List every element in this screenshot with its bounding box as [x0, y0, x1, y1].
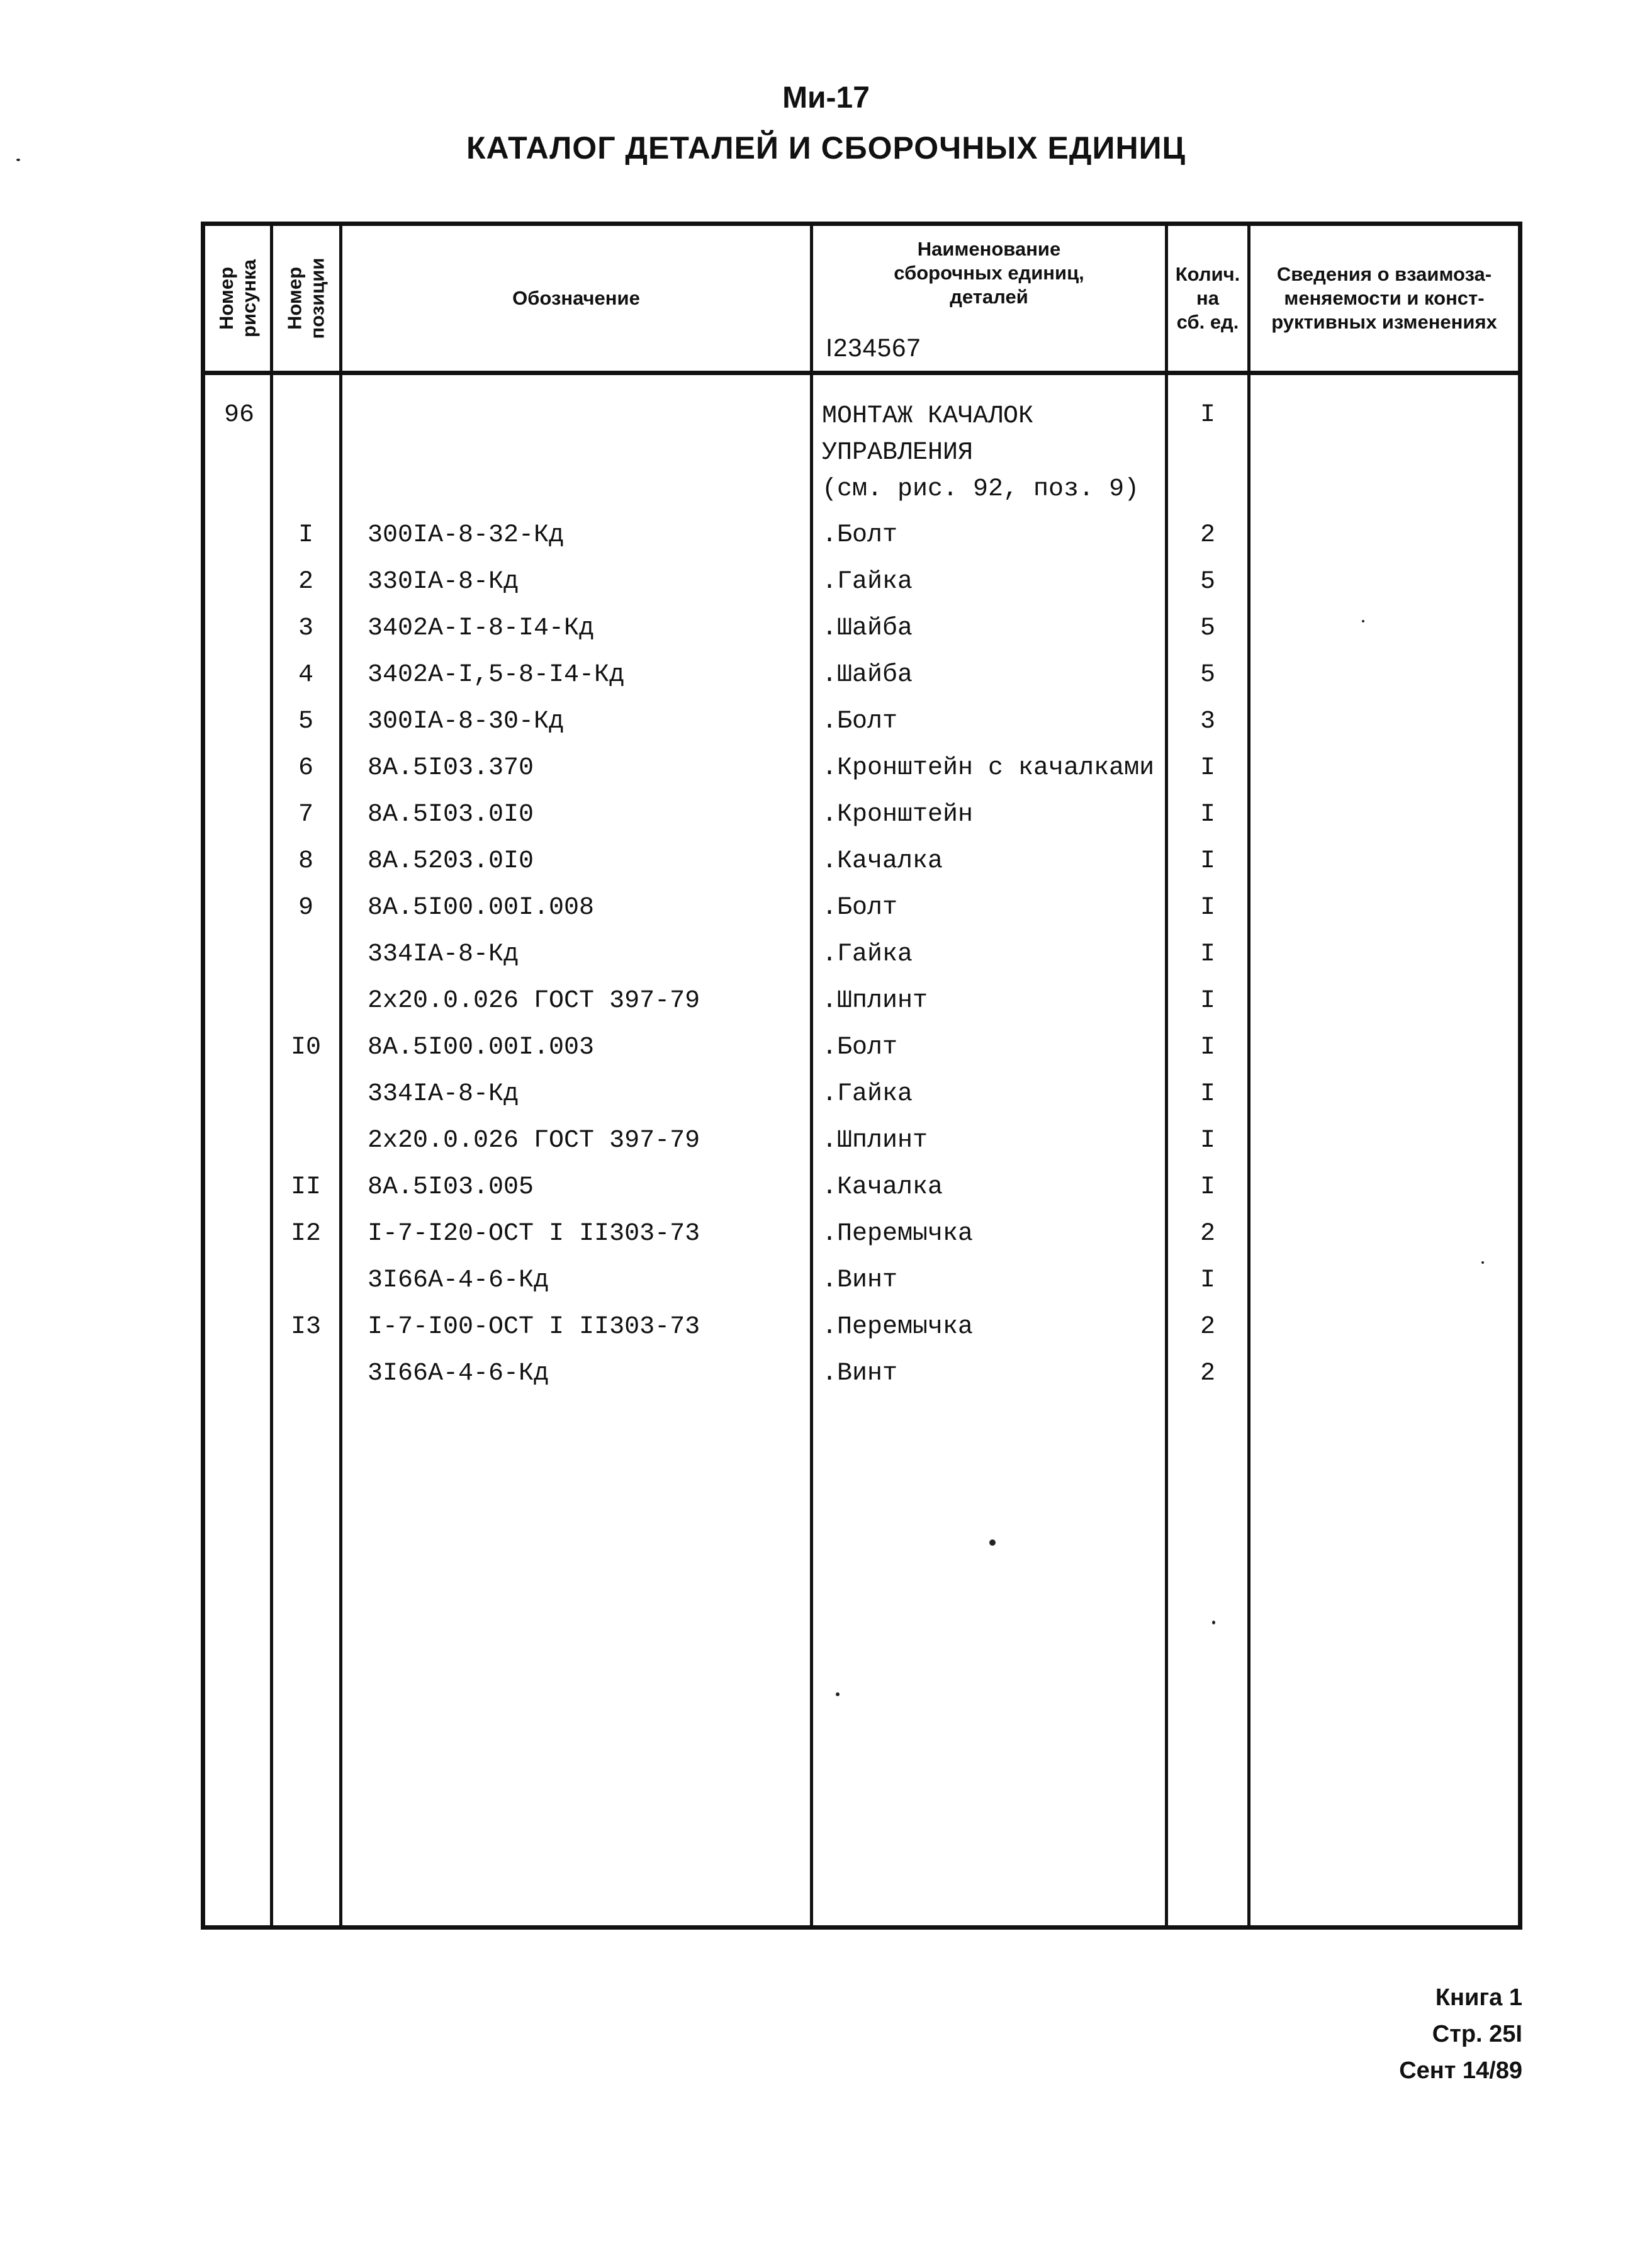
designation: 330IA-8-Кд: [368, 568, 519, 596]
footer: [1399, 1979, 1522, 2089]
part-name: .Шайба: [822, 614, 913, 643]
quantity: I: [1200, 1173, 1215, 1201]
position-number: I0: [290, 1033, 321, 1062]
part-name: .Перемычка: [822, 1220, 974, 1248]
designation: 8A.5I03.0I0: [368, 801, 534, 829]
aircraft-title: Ми-17: [782, 81, 870, 115]
quantity: I: [1200, 1127, 1215, 1155]
position-number: 5: [298, 707, 313, 736]
catalog-title: КАТАЛОГ ДЕТАЛЕЙ И СБОРОЧНЫХ ЕДИНИЦ: [466, 130, 1186, 166]
designation: 8A.5203.0I0: [368, 847, 534, 875]
designation: 334IA-8-Кд: [368, 1080, 519, 1108]
header-name-code: I234567: [826, 334, 921, 362]
part-name: .Болт: [822, 521, 898, 549]
position-number: 9: [298, 894, 313, 922]
table-row: [205, 559, 1518, 605]
header-quantity: Колич. на сб. ед.: [1175, 263, 1240, 333]
quantity: 3: [1200, 707, 1215, 736]
part-name: .Болт: [822, 707, 898, 736]
part-name: .Гайка: [822, 1080, 913, 1108]
revision-date: Сент 14/89: [1399, 2057, 1522, 2084]
part-name: .Винт: [822, 1359, 898, 1388]
scan-speck: [989, 1539, 996, 1546]
designation: 3I66A-4-6-Кд: [368, 1266, 549, 1295]
designation: 2x20.0.026 ГОСТ 397-79: [368, 987, 700, 1015]
part-name: .Болт: [822, 894, 898, 922]
designation: I-7-I20-ОСТ I II303-73: [368, 1220, 700, 1248]
assembly-name: [822, 398, 1139, 508]
part-name: .Винт: [822, 1266, 898, 1295]
header-notes: Сведения о взаимоза- меняемости и конст- руктивных изменениях: [1271, 263, 1497, 333]
table-row: [205, 699, 1518, 745]
table-row: [205, 745, 1518, 792]
quantity: I: [1200, 940, 1215, 969]
quantity: I: [1200, 1033, 1215, 1062]
position-number: 6: [298, 754, 313, 782]
parts-table: [201, 222, 1522, 1930]
figure-number: 96: [223, 401, 254, 429]
quantity: I: [1200, 987, 1215, 1015]
table-row: [205, 885, 1518, 931]
designation: 8A.5I00.00I.003: [368, 1033, 595, 1062]
designation: 3402A-I,5-8-I4-Кд: [368, 661, 625, 689]
position-number: I2: [290, 1220, 321, 1248]
table-row: [205, 1304, 1518, 1351]
position-number: 2: [298, 568, 313, 596]
part-name: .Качалка: [822, 1173, 943, 1201]
table-row: [205, 1025, 1518, 1071]
header-position-no: Номер позиции: [283, 257, 329, 339]
position-number: I: [298, 521, 313, 549]
position-number: I3: [290, 1313, 321, 1341]
designation: 300IA-8-30-Кд: [368, 707, 565, 736]
scan-speck: [1481, 1261, 1484, 1264]
position-number: 3: [298, 614, 313, 643]
quantity: I: [1200, 1266, 1215, 1295]
designation: 3I66A-4-6-Кд: [368, 1359, 549, 1388]
header-figure-no: Номер рисунка: [215, 259, 260, 337]
quantity: 2: [1200, 1220, 1215, 1248]
assembly-quantity: I: [1200, 401, 1215, 429]
quantity: I: [1200, 801, 1215, 829]
quantity: I: [1200, 847, 1215, 875]
designation: 2x20.0.026 ГОСТ 397-79: [368, 1127, 700, 1155]
table-row: [205, 652, 1518, 699]
assembly-name-line: МОНТАЖ КАЧАЛОК: [822, 402, 1034, 430]
part-name: .Качалка: [822, 847, 943, 875]
table-row: [205, 1257, 1518, 1304]
quantity: 5: [1200, 568, 1215, 596]
part-name: .Гайка: [822, 568, 913, 596]
table-row: [205, 1211, 1518, 1257]
designation: 8A.5I03.005: [368, 1173, 534, 1201]
quantity: I: [1200, 894, 1215, 922]
quantity: 5: [1200, 614, 1215, 643]
designation: 300IA-8-32-Кд: [368, 521, 565, 549]
designation: I-7-I00-ОСТ I II303-73: [368, 1313, 700, 1341]
scan-speck: [1212, 1621, 1215, 1624]
book-label: Книга 1: [1435, 1984, 1522, 2011]
table-row: [205, 1071, 1518, 1118]
table-row: [205, 792, 1518, 838]
part-name: .Шайба: [822, 661, 913, 689]
quantity: 2: [1200, 1359, 1215, 1388]
table-row: [205, 1351, 1518, 1397]
part-name: .Шплинт: [822, 987, 928, 1015]
part-name: .Перемычка: [822, 1313, 974, 1341]
page-number: Стр. 25I: [1432, 2021, 1522, 2047]
position-number: II: [290, 1173, 321, 1201]
quantity: I: [1200, 1080, 1215, 1108]
header-name: Наименование сборочных единиц, деталей: [894, 238, 1084, 308]
assembly-name-line: УПРАВЛЕНИЯ: [822, 439, 974, 467]
designation: 8A.5I03.370: [368, 754, 534, 782]
part-name: .Болт: [822, 1033, 898, 1062]
quantity: 2: [1200, 521, 1215, 549]
part-name: .Кронштейн: [822, 801, 974, 829]
position-number: 7: [298, 801, 313, 829]
header-designation: Обозначение: [512, 287, 640, 309]
scan-speck: [1362, 620, 1364, 622]
designation: 3402A-I-8-I4-Кд: [368, 614, 595, 643]
part-name: .Шплинт: [822, 1127, 928, 1155]
table-row: [205, 931, 1518, 978]
table-row: [205, 838, 1518, 885]
quantity: I: [1200, 754, 1215, 782]
part-name: .Гайка: [822, 940, 913, 969]
assembly-name-line: (см. рис. 92, поз. 9): [822, 475, 1140, 503]
table-row: [205, 1164, 1518, 1211]
scan-speck: [836, 1692, 840, 1696]
table-row: [205, 978, 1518, 1025]
quantity: 2: [1200, 1313, 1215, 1341]
designation: 8A.5I00.00I.008: [368, 894, 595, 922]
header-divider: [205, 371, 1518, 375]
quantity: 5: [1200, 661, 1215, 689]
assembly-row: [205, 392, 1518, 512]
scan-speck: [16, 159, 20, 161]
designation: 334IA-8-Кд: [368, 940, 519, 969]
position-number: 8: [298, 847, 313, 875]
position-number: 4: [298, 661, 313, 689]
table-row: [205, 605, 1518, 652]
table-row: [205, 512, 1518, 559]
part-name: .Кронштейн с качалками: [822, 754, 1155, 782]
table-row: [205, 1118, 1518, 1164]
